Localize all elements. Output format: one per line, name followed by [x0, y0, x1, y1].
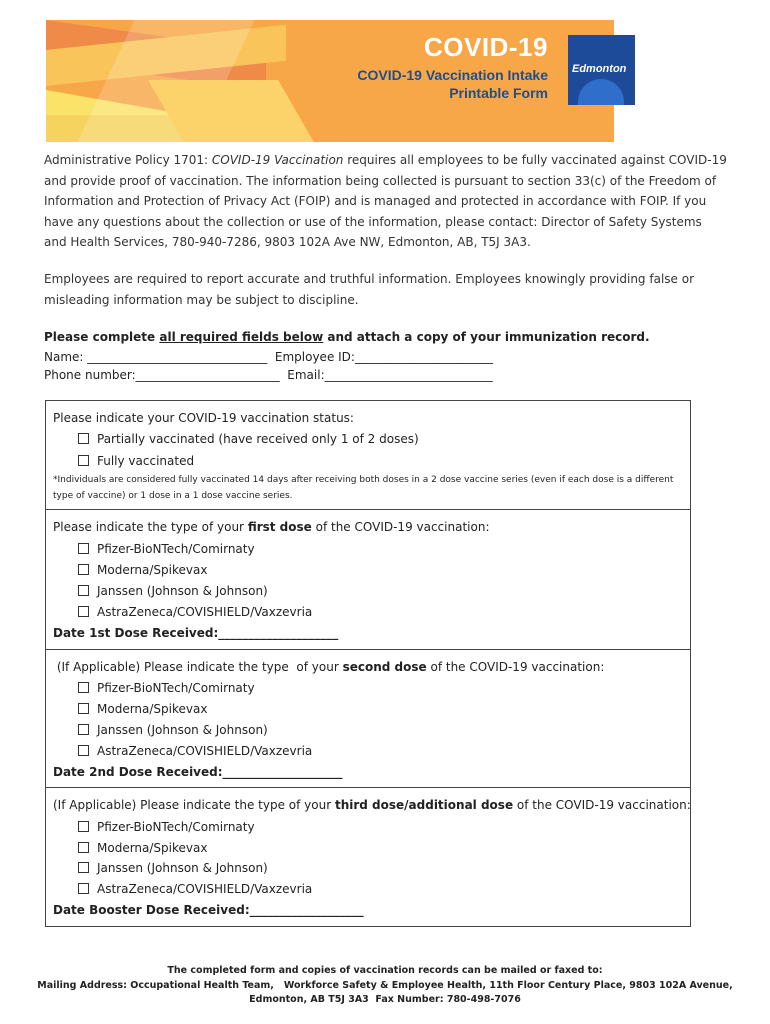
second-dose-option-pfizer[interactable]: Pfizer-BioNTech/Comirnaty — [78, 681, 255, 695]
policy-paragraph: Administrative Policy 1701: COVID-19 Vaccination requires all employees to be fully vaccinated against COVID-19 and provide proof of vaccination. The information being collected is pursuant to section 33(c) of the Freedom of Information and Protection of Privacy Act (FOIP) and is managed and protected in accordance with FOIP. If you have any questions about the collection or use of the information, please contact: Director of Safety Systems and Health Services, 780-940-7286, 9803 102A Ave NW, Edmonton, AB, T5J 3A3. — [44, 153, 727, 249]
name-employee-id-fields[interactable]: Name: ______________________________ Employee ID:_______________________ — [44, 350, 493, 364]
first-dose-date-field[interactable]: Date 1st Dose Received:____________________ — [53, 626, 339, 640]
checkbox-icon[interactable] — [78, 455, 89, 466]
first-dose-option-pfizer[interactable]: Pfizer-BioNTech/Comirnaty — [78, 542, 255, 556]
covid-title: COVID-19 — [424, 32, 548, 62]
second-dose-option-janssen[interactable]: Janssen (Johnson & Johnson) — [78, 723, 268, 737]
second-dose-option-moderna[interactable]: Moderna/Spikevax — [78, 702, 207, 716]
third-dose-option-pfizer[interactable]: Pfizer-BioNTech/Comirnaty — [78, 820, 255, 834]
third-dose-option-moderna[interactable]: Moderna/Spikevax — [78, 841, 207, 855]
logo-text: Edmonton — [572, 63, 627, 75]
accuracy-paragraph: Employees are required to report accurate and truthful information. Employees knowingly providing false or misleading information may be subject to discipline. — [44, 272, 694, 307]
checkbox-icon[interactable] — [78, 433, 89, 444]
subtitle-line-1: COVID-19 Vaccination Intake — [357, 67, 548, 83]
checkbox-icon[interactable] — [78, 585, 89, 596]
first-dose-option-astrazeneca[interactable]: AstraZeneca/COVISHIELD/Vaxzevria — [78, 605, 312, 619]
footer-line-2: Mailing Address: Occupational Health Team, Workforce Safety & Employee Health, 11th Floor Century Place, 9803 102A Avenue, — [37, 979, 733, 991]
status-option-full[interactable]: Fully vaccinated — [78, 454, 194, 468]
first-dose-section — [45, 509, 691, 650]
logo-arc-icon — [578, 79, 624, 105]
checkbox-icon[interactable] — [78, 703, 89, 714]
third-dose-option-astrazeneca[interactable]: AstraZeneca/COVISHIELD/Vaxzevria — [78, 882, 312, 896]
checkbox-icon[interactable] — [78, 883, 89, 894]
checkbox-icon[interactable] — [78, 724, 89, 735]
third-dose-section — [45, 787, 691, 927]
phone-email-fields[interactable]: Phone number:________________________ Email:____________________________ — [44, 368, 493, 382]
third-dose-question: (If Applicable) Please indicate the type of your third dose/additional dose of the COVID-19 vaccination: — [53, 798, 691, 812]
checkbox-icon[interactable] — [78, 606, 89, 617]
status-option-partial[interactable]: Partially vaccinated (have received only 1 of 2 doses) — [78, 432, 419, 446]
subtitle-line-2: Printable Form — [449, 85, 548, 101]
second-dose-question: (If Applicable) Please indicate the type of your second dose of the COVID-19 vaccination: — [53, 660, 605, 674]
checkbox-icon[interactable] — [78, 564, 89, 575]
checkbox-icon[interactable] — [78, 682, 89, 693]
first-dose-question: Please indicate the type of your first dose of the COVID-19 vaccination: — [53, 520, 490, 534]
second-dose-option-astrazeneca[interactable]: AstraZeneca/COVISHIELD/Vaxzevria — [78, 744, 312, 758]
third-dose-option-janssen[interactable]: Janssen (Johnson & Johnson) — [78, 861, 268, 875]
first-dose-option-janssen[interactable]: Janssen (Johnson & Johnson) — [78, 584, 268, 598]
footer-line-3: Edmonton, AB T5J 3A3 Fax Number: 780-498-7076 — [249, 994, 521, 1005]
form-subtitle — [357, 66, 548, 102]
mailing-footer — [0, 964, 770, 1008]
checkbox-icon[interactable] — [78, 543, 89, 554]
instruction-line: Please complete all required fields below and attach a copy of your immunization record. — [44, 330, 650, 344]
status-question: Please indicate your COVID-19 vaccination status: — [53, 411, 354, 425]
booster-dose-date-field[interactable]: Date Booster Dose Received:___________________ — [53, 903, 364, 917]
status-note: *Individuals are considered fully vaccinated 14 days after receiving both doses in a 2 dose vaccine series (even if each dose is a different type of vaccine) or 1 dose in a 1 dose vaccine series. — [53, 475, 674, 501]
checkbox-icon[interactable] — [78, 862, 89, 873]
checkbox-icon[interactable] — [78, 821, 89, 832]
checkbox-icon[interactable] — [78, 842, 89, 853]
vaccination-status-section — [45, 400, 691, 510]
second-dose-date-field[interactable]: Date 2nd Dose Received:____________________ — [53, 765, 343, 779]
checkbox-icon[interactable] — [78, 745, 89, 756]
first-dose-option-moderna[interactable]: Moderna/Spikevax — [78, 563, 207, 577]
edmonton-logo — [568, 35, 635, 105]
second-dose-section — [45, 649, 691, 788]
footer-line-1: The completed form and copies of vaccination records can be mailed or faxed to: — [167, 965, 603, 976]
